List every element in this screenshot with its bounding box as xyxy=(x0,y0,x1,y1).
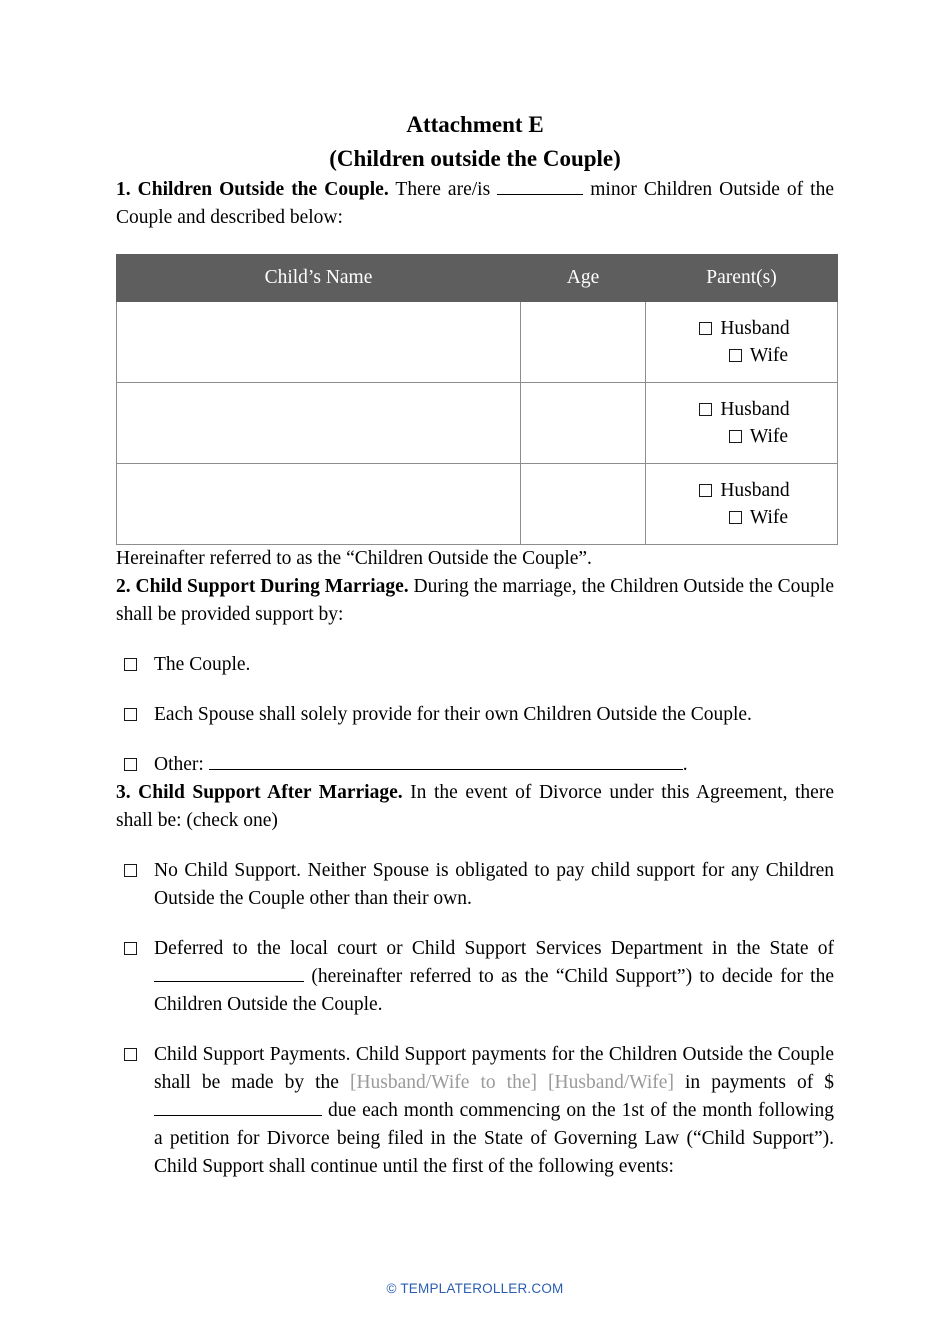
option-label-part1: Deferred to the local court or Child Support Services Department in the State of xyxy=(154,938,834,959)
state-blank[interactable] xyxy=(154,981,304,982)
checkbox-icon[interactable] xyxy=(124,708,137,721)
page-title xyxy=(116,108,834,176)
parents-cell xyxy=(646,464,838,545)
section-3-text: In the event of Divorce under this Agreement, there shall be: (check one) xyxy=(116,782,834,831)
footer-text: © TEMPLATEROLLER.COM xyxy=(386,1281,564,1296)
checkbox-icon[interactable] xyxy=(124,864,137,877)
option-label-part3: due each month commencing on the 1st of the month following a petition for Divorce being filed in the State of Governing Law (“Child Support”). Child Support shall continue until the first of the following events: xyxy=(154,1100,834,1177)
wife-option[interactable] xyxy=(646,423,837,450)
husband-option[interactable] xyxy=(646,396,837,423)
payment-amount-blank[interactable] xyxy=(154,1115,322,1116)
footer-watermark[interactable] xyxy=(0,1281,950,1296)
section-1-text-after: minor Children Outside of the Couple and described below: xyxy=(116,179,835,228)
option-label: Each Spouse shall solely provide for their own Children Outside the Couple. xyxy=(154,704,752,725)
option-deferred-to-court[interactable] xyxy=(116,935,834,1019)
child-age-cell[interactable] xyxy=(521,302,646,383)
wife-option[interactable] xyxy=(646,342,837,369)
section-1-paragraph xyxy=(116,176,834,232)
option-other[interactable] xyxy=(116,751,834,779)
wife-label: Wife xyxy=(749,345,789,366)
option-label-before: Other: xyxy=(154,754,209,775)
section-2-options xyxy=(116,651,834,779)
option-label-after: . xyxy=(682,754,688,775)
option-label: The Couple. xyxy=(154,654,251,675)
children-table xyxy=(116,254,838,545)
section-2-paragraph xyxy=(116,573,834,629)
checkbox-icon[interactable] xyxy=(729,349,742,362)
husband-label: Husband xyxy=(720,480,790,501)
checkbox-icon[interactable] xyxy=(124,658,137,671)
table-row xyxy=(117,464,838,545)
option-each-spouse[interactable] xyxy=(116,701,834,729)
checkbox-icon[interactable] xyxy=(729,511,742,524)
child-age-cell[interactable] xyxy=(521,383,646,464)
column-header-parents: Parent(s) xyxy=(646,255,838,302)
checkbox-icon[interactable] xyxy=(124,1048,137,1061)
other-support-blank[interactable] xyxy=(209,769,683,770)
option-child-support-payments[interactable] xyxy=(116,1041,834,1181)
minor-children-count-blank[interactable] xyxy=(497,194,583,195)
husband-option[interactable] xyxy=(646,477,837,504)
option-label-part2: in payments of $ xyxy=(673,1072,834,1093)
payer-placeholder[interactable]: [Husband/Wife to the] xyxy=(349,1072,537,1093)
checkbox-icon[interactable] xyxy=(699,484,712,497)
section-2-text: During the marriage, the Children Outside the Couple shall be provided support by: xyxy=(116,576,834,625)
child-age-cell[interactable] xyxy=(521,464,646,545)
child-name-cell[interactable] xyxy=(117,302,521,383)
child-name-cell[interactable] xyxy=(117,383,521,464)
husband-option[interactable] xyxy=(646,315,837,342)
checkbox-icon[interactable] xyxy=(124,942,137,955)
placeholder-spacer xyxy=(537,1072,548,1093)
section-3-options xyxy=(116,857,834,1181)
title-line-2: (Children outside the Couple) xyxy=(329,146,621,171)
section-1-heading: 1. Children Outside the Couple. xyxy=(116,179,389,200)
parents-cell xyxy=(646,383,838,464)
column-header-child-name: Child’s Name xyxy=(117,255,521,302)
payee-placeholder[interactable]: [Husband/Wife] xyxy=(548,1072,674,1093)
checkbox-icon[interactable] xyxy=(699,322,712,335)
column-header-age: Age xyxy=(521,255,646,302)
option-label: No Child Support. Neither Spouse is obligated to pay child support for any Children Outside the Couple other than their own. xyxy=(154,860,834,909)
husband-label: Husband xyxy=(720,318,790,339)
section-1-text-before: There are/is xyxy=(388,179,498,200)
option-the-couple[interactable] xyxy=(116,651,834,679)
wife-label: Wife xyxy=(749,507,789,528)
after-table-note: Hereinafter referred to as the “Children Outside the Couple”. xyxy=(116,548,592,569)
section-2-heading: 2. Child Support During Marriage. xyxy=(116,576,409,597)
wife-option[interactable] xyxy=(646,504,837,531)
title-line-1: Attachment E xyxy=(406,112,544,137)
table-row xyxy=(117,383,838,464)
parents-cell xyxy=(646,302,838,383)
section-3-paragraph xyxy=(116,779,834,835)
checkbox-icon[interactable] xyxy=(729,430,742,443)
option-no-child-support[interactable] xyxy=(116,857,834,913)
wife-label: Wife xyxy=(749,426,789,447)
section-3-heading: 3. Child Support After Marriage. xyxy=(116,782,403,803)
option-label-part2: (hereinafter referred to as the “Child Support”) to decide for the Children Outside the Couple. xyxy=(154,966,834,1015)
checkbox-icon[interactable] xyxy=(124,758,137,771)
table-row xyxy=(117,302,838,383)
child-name-cell[interactable] xyxy=(117,464,521,545)
option-label-part1: Child Support Payments. Child Support payments for the Children Outside the Couple shall be made by the xyxy=(154,1044,834,1093)
husband-label: Husband xyxy=(720,399,790,420)
checkbox-icon[interactable] xyxy=(699,403,712,416)
table-header-row xyxy=(117,255,838,302)
